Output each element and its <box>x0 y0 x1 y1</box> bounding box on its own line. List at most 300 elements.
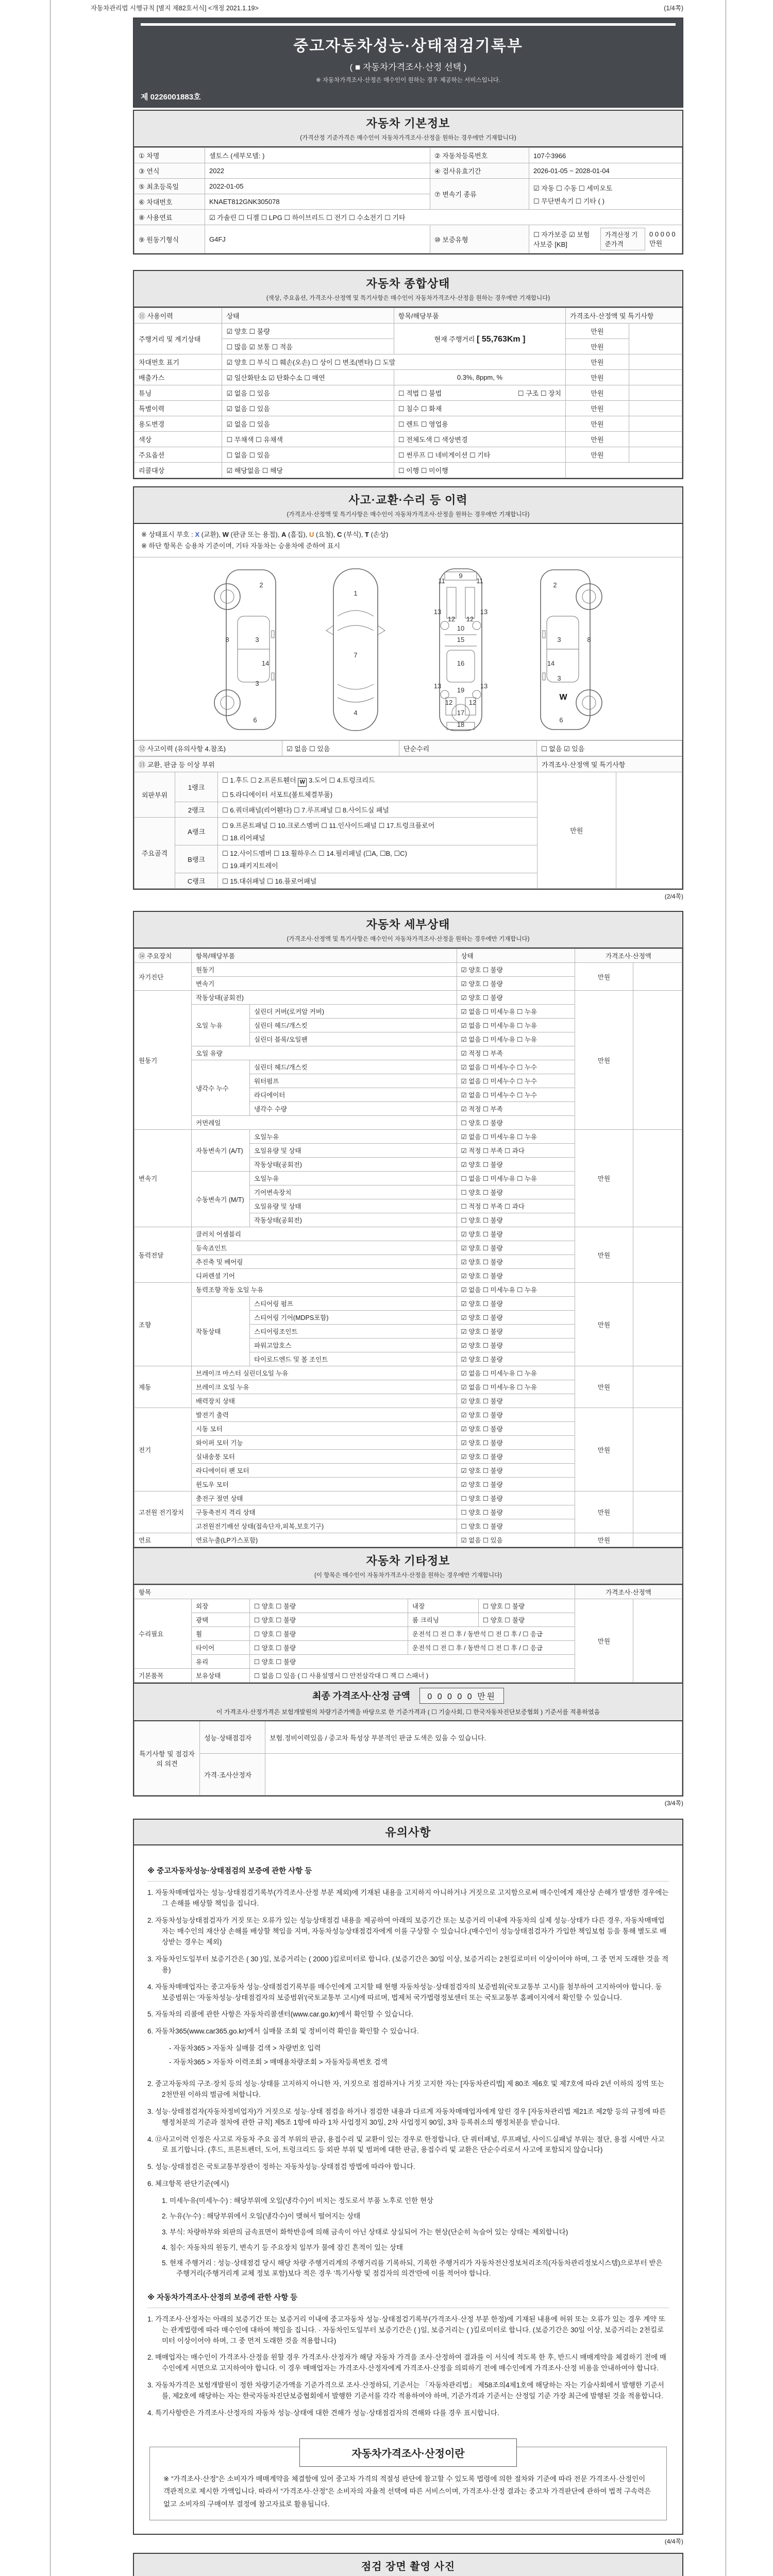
state-cell: ☐ 양호 ☐ 불량 <box>457 1505 575 1519</box>
legend-x-text: (교환), <box>199 531 223 538</box>
rank-label-cell: A랭크 <box>175 818 218 845</box>
mileage-value: [ 55,763Km ] <box>477 334 526 344</box>
svg-text:17: 17 <box>457 709 465 717</box>
state-cell: ☑ 양호 ☐ 불량 <box>457 1311 575 1325</box>
basic-info-note: (가격산정 기준가격은 매수인이 자동차가격조사·산정을 원하는 경우에만 기재합니다) <box>300 135 516 141</box>
transmission-options-line2: ☐ 무단변속기 ☐ 기타 ( ) <box>533 197 604 205</box>
state-cell: ☐ 양호 ☐ 불량 <box>250 1641 408 1655</box>
table-row <box>135 1227 682 1241</box>
state-cell: ☑ 없음 ☐ 미세누수 ☐ 누수 <box>457 1088 575 1102</box>
item-cell: 클러치 어셈블리 <box>192 1227 457 1241</box>
rank-label-cell: C랭크 <box>175 873 218 889</box>
label-cell: 용도변경 <box>135 416 222 432</box>
legend-t-text: (손상) <box>368 531 389 538</box>
rank-label-cell: 2랭크 <box>175 802 218 818</box>
price-cell: 만원 <box>575 1130 633 1227</box>
price-cell: 만원 <box>566 339 629 354</box>
accident-history-table <box>134 740 682 756</box>
rank-items-cell: ☐ 15.대쉬패널 ☐ 16.플로어패널 <box>218 873 537 889</box>
notice-subitem: 1. 미세누유(미세누수) : 해당부위에 오일(냉각수)이 비치는 정도로서 부품 노후로 인한 현상 <box>162 2197 433 2205</box>
note-cell <box>629 432 682 447</box>
label-cell: 색상 <box>135 432 222 447</box>
svg-text:7: 7 <box>354 651 358 659</box>
state-cell: ☑ 양호 ☐ 불량 <box>457 1325 575 1338</box>
label-cell: 튜닝 <box>135 385 222 401</box>
group-cell: 수리필요 <box>135 1599 192 1669</box>
svg-text:2: 2 <box>553 581 557 589</box>
item-cell: 작동상태(공회전) <box>250 1158 457 1172</box>
group-cell: 원동기 <box>135 991 192 1130</box>
notice-title: 유의사항 <box>385 1826 431 1839</box>
note-cell <box>633 1130 682 1227</box>
report-subtitle: ( ■ 자동차가격조사·산정 선택 ) <box>349 62 467 72</box>
table-row <box>135 1599 682 1613</box>
state-code-legend <box>134 524 682 557</box>
table-row <box>135 210 682 225</box>
state-cell: ☑ 양호 ☐ 불량 <box>457 991 575 1005</box>
notice-item: 2. 매매업자는 매수인이 가격조사·산정을 원할 경우 가격조사·산정자가 해당 자동차 가격을 조사·산정하여 결과를 이 서식에 적도록 한 후, 반드시 매매계약을 체결하기 전에 매수인에게 서면으로 고지하여야 합니다. 이 경우 매매업자는 가격조사·산정자에게 가격조사·산정을 의뢰하기 전에 매수인에게 가격조사·산정 비용을 안내하여야 합니다. <box>147 2353 667 2372</box>
item-cell: 룸 크리닝 <box>408 1613 479 1627</box>
item-cell: 오일유량 및 상태 <box>250 1199 457 1213</box>
table-row <box>135 1533 682 1547</box>
overall-title: 자동차 종합상태 <box>366 277 450 290</box>
item-cell: 작동상태(공회전) <box>250 1213 457 1227</box>
transmission-options-line1: ☑ 자동 ☐ 수동 ☐ 세미오토 <box>533 184 613 192</box>
subgroup-cell: 냉각수 누수 <box>192 1060 250 1116</box>
other-note: (이 항목은 매수인이 자동차가격조사·산정을 원하는 경우에만 기재합니다) <box>314 1572 502 1579</box>
notice-subitem: 4. 침수: 자동차의 원동기, 변속기 등 주요장치 일부가 물에 잠긴 흔적이 있는 상태 <box>162 2243 404 2251</box>
price-cell: 만원 <box>537 772 616 889</box>
state-cell: ☐ 없음 ☑ 있음 <box>537 741 682 756</box>
table-row <box>135 447 682 463</box>
item-cell: 스티어링 기어(MDPS포함) <box>250 1311 457 1325</box>
notice-subitem: 5. 현재 주행거리 : 성능·상태점검 당시 해당 차량 주행거리계의 주행거리를 기록하되, 기록한 주행거리가 자동차전산정보처리조직(자동차관리정보시스템)으로부터 받은 주행거리(주행거리계 교체 정보 포함)보다 적은 경우 '특기사항 및 점검자의 의견'란에 이를 적어야 합니다. <box>162 2259 663 2278</box>
note-cell <box>629 416 682 432</box>
item-cell: 실내송풍 모터 <box>192 1450 457 1464</box>
header-stripe <box>141 23 676 26</box>
column-header: ⑬ 교환, 판금 등 이상 부위 <box>135 757 537 772</box>
state-cell: ☐ 양호 ☐ 불량 <box>457 1519 575 1533</box>
item-cell: 실린더 블록/오일팬 <box>250 1032 457 1046</box>
state-cell: ☑ 없음 ☐ 미세누수 ☐ 누수 <box>457 1060 575 1074</box>
other-title: 자동차 기타정보 <box>366 1554 450 1568</box>
value-cell: 2022 <box>205 163 430 179</box>
table-row <box>135 370 682 385</box>
item-cell: 외장 <box>192 1599 250 1613</box>
rank-items-cell <box>218 845 537 873</box>
svg-text:3: 3 <box>255 680 259 688</box>
label-cell: 차대번호 표기 <box>135 354 222 370</box>
table-row <box>135 741 682 756</box>
table-row <box>135 385 682 401</box>
group-cell: 기본품목 <box>135 1669 192 1683</box>
note-cell <box>633 1366 682 1408</box>
group-cell: 변속기 <box>135 1130 192 1227</box>
notice-item: 4. ⑫사고이력 인정은 사고로 자동차 주요 골격 부위의 판금, 용접수리 및 교환이 있는 경우로 한정합니다. 단 쿼터패널, 루프패널, 사이드실패널 부위는 절단, 용접 시에만 사고로 표기합니다. (후드, 프론트펜더, 도어, 트렁크리드 등 외판 부위 및 범퍼에 대한 판금, 용접수리 및 교환은 단순수리로서 사고에 포함되지 않습니다) <box>147 2135 665 2154</box>
table-row <box>135 772 682 802</box>
column-header: 상태 <box>457 949 575 963</box>
price-cell: 만원 <box>575 1366 633 1408</box>
car-side-left-diagram <box>212 565 289 735</box>
state-cell: ☐ 양호 ☐ 불량 <box>250 1599 408 1613</box>
item-cell: ☐ 침수 ☐ 화재 <box>394 401 565 416</box>
table-header-row <box>135 757 682 772</box>
svg-text:8: 8 <box>587 636 591 644</box>
state-cell: ☐ 양호 ☐ 불량 <box>479 1599 575 1613</box>
state-cell: ☑ 양호 ☐ 불량 <box>457 1436 575 1450</box>
value-cell: KNAET812GNK305078 <box>205 194 430 210</box>
accident-title: 사고·교환·수리 등 이력 <box>348 494 468 506</box>
note-cell <box>633 1227 682 1283</box>
item-cell: 내장 <box>408 1599 479 1613</box>
table-row <box>135 354 682 370</box>
price-survey-info-body: ※ “가격조사·산정”은 소비자가 매매계약을 체결함에 있어 중고차 가격의 적절성 판단에 참고할 수 있도록 법령에 의한 절차와 기준에 따라 전문 가격조사·산정인이 객관적으로 제시한 가액입니다. 따라서 “가격조사·산정”은 소비자의 자율적 선택에 따른 서비스이며, 가격조사·산정 결과는 중고차 가격판단에 관하여 법적 구속력은 없고 소비자의 구매여부 결정에 참고자료로 활용됩니다. <box>163 2475 651 2508</box>
final-price-note: 이 가격조사·산정가격은 보험개발원의 차량기준가액을 바탕으로 한 기준가격과 ( ☐ 기술사회, ☐ 한국자동차진단보증협회 ) 기준서를 적용하였음 <box>216 1708 600 1716</box>
base-price-label: 가격산정 기준가격 <box>600 228 645 250</box>
group-cell: 전기 <box>135 1408 192 1492</box>
item-cell: 브레이크 마스터 실린더오일 누유 <box>192 1366 457 1380</box>
label-cell: 단순수리 <box>399 741 537 756</box>
notice-subheading: ※ 자동차가격조사·산정의 보증에 관한 사항 등 <box>147 2286 669 2308</box>
notice-item: 6. 체크항목 판단기준(예시) <box>147 2180 229 2188</box>
state-cell: ☑ 없음 ☐ 있음 <box>222 385 394 401</box>
legend-x: X <box>195 531 199 538</box>
form-reference: 자동차관리법 시행규칙 [별지 제82호서식] <개정 2021.1.19> <box>91 5 259 12</box>
note-cell <box>633 1408 682 1492</box>
price-cell: 만원 <box>566 432 629 447</box>
column-header: 가격조사·산정액 및 특기사항 <box>566 308 682 324</box>
value-cell: 셀토스 (세부모델: ) <box>205 148 430 163</box>
state-cell: ☐ 없음 ☐ 있음 <box>222 447 394 463</box>
state-cell: ☐ 양호 ☐ 불량 <box>250 1627 408 1641</box>
rank1-items-b: 3.도어 ☐ 4.트렁크리드 <box>307 776 375 785</box>
item-cell: 타이어 <box>192 1641 250 1655</box>
notice-item: 6. 자동차365(www.car365.go.kr)에서 실매물 조회 및 정비이력 확인을 확인할 수 있습니다. <box>147 2027 419 2036</box>
table-row <box>135 963 682 977</box>
state-cell: ☑ 양호 ☐ 부식 ☐ 훼손(오손) ☐ 상이 ☐ 변조(변타) ☐ 도말 <box>222 354 566 370</box>
column-header: 항목/해당부품 <box>394 308 565 324</box>
legend-u-text: (요철), <box>314 531 337 538</box>
legend-c: C <box>337 531 342 538</box>
price-cell: 만원 <box>575 1227 633 1283</box>
notice-item: 4. 특기사항란은 가격조사·산정자의 자동차 성능·상태에 대한 견해가 성능·상태점검자의 견해와 다를 경우 표시합니다. <box>147 2409 499 2417</box>
item-cell: ☐ 이행 ☐ 미이행 <box>394 463 565 478</box>
state-cell: ☑ 적정 ☐ 부족 <box>457 1046 575 1060</box>
state-cell: ☑ 양호 ☐ 불량 <box>457 1158 575 1172</box>
state-cell: ☑ 없음 ☐ 미세누유 ☐ 누유 <box>457 1032 575 1046</box>
state-cell: ☐ 양호 ☐ 불량 <box>457 1492 575 1505</box>
svg-text:10: 10 <box>457 624 465 633</box>
label-cell: ② 자동차등록번호 <box>430 148 529 163</box>
note-cell <box>629 447 682 463</box>
section-overall-status <box>133 270 683 479</box>
price-cell: 만원 <box>566 324 629 339</box>
label-cell: ⑨ 원동기형식 <box>135 225 205 253</box>
state-cell: ☑ 적정 ☐ 부족 ☐ 과다 <box>457 1144 575 1158</box>
label-cell: 주요옵션 <box>135 447 222 463</box>
svg-text:18: 18 <box>457 721 465 729</box>
notice-item: 3. 자동차인도일부터 보증기간은 ( 30 )일, 보증거리는 ( 2000 )킬로미터로 합니다. (보증기간은 30일 이상, 보증거리는 2천킬로미터 이상이어야 하며, 그 중 먼저 도래한 것을 적용) <box>147 1955 669 1974</box>
item-cell: 오일누유 <box>250 1130 457 1144</box>
basic-info-band <box>134 111 682 147</box>
svg-text:6: 6 <box>559 716 563 724</box>
photos-band <box>134 2554 682 2576</box>
state-cell: ☐ 많음 ☑ 보통 ☐ 적음 <box>222 339 394 354</box>
item-cell: 고전원전기배선 상태(접속단자,피복,보호기구) <box>192 1519 457 1533</box>
group-cell: 주요골격 <box>135 818 175 889</box>
svg-text:15: 15 <box>457 636 465 644</box>
price-survey-info-box <box>149 2447 667 2520</box>
column-header: ⑭ 주요장치 <box>135 949 192 963</box>
item-cell: 와이퍼 모터 기능 <box>192 1436 457 1450</box>
table-row <box>135 1366 682 1380</box>
value-cell: G4FJ <box>205 225 430 253</box>
item-cell: ☐ 전체도색 ☐ 색상변경 <box>394 432 565 447</box>
table-row <box>135 179 682 194</box>
item-cell: 변속기 <box>192 977 457 991</box>
final-price-band <box>134 1683 682 1720</box>
price-cell: 만원 <box>566 447 629 463</box>
item-cell: 실린더 헤드/개스킷 <box>250 1060 457 1074</box>
label-cell: ③ 연식 <box>135 163 205 179</box>
item-cell: 오일 유량 <box>192 1046 457 1060</box>
remarks-table <box>134 1720 682 1795</box>
checkbox-group-cell <box>529 179 682 210</box>
tuning-type-options: ☐ 구조 ☐ 장치 <box>517 389 562 397</box>
group-cell: 조향 <box>135 1283 192 1366</box>
rank-items-cell <box>218 772 537 802</box>
label-cell: ⑤ 최초등록일 <box>135 179 205 194</box>
basic-info-title: 자동차 기본정보 <box>366 117 450 130</box>
item-cell: 광택 <box>192 1613 250 1627</box>
table-row <box>135 401 682 416</box>
group-cell: 자기진단 <box>135 963 192 991</box>
legend-a: A <box>281 531 287 538</box>
value-cell: 2026-01-05 ~ 2028-01-04 <box>529 163 682 179</box>
item-cell: 실린더 헤드/개스킷 <box>250 1019 457 1032</box>
state-cell: ☐ 없음 ☐ 미세누유 ☐ 누유 <box>457 1172 575 1185</box>
state-cell: ☐ 없음 ☐ 있음 ( ☐ 사용설명서 ☐ 안전삼각대 ☐ 잭 ☐ 스패너 ) <box>250 1669 575 1683</box>
item-cell: 휠 <box>192 1627 250 1641</box>
label-cell: 가격·조사산정자 <box>200 1754 265 1795</box>
state-cell: ☑ 양호 ☐ 불량 <box>457 1478 575 1492</box>
state-cell: ☑ 양호 ☐ 불량 <box>457 1338 575 1352</box>
mileage-prefix: 현재 주행거리 <box>434 335 475 343</box>
price-cell: 만원 <box>575 1283 633 1366</box>
state-cell: ☑ 없음 ☐ 있음 <box>457 1533 575 1547</box>
notice-item: 3. 자동차가격은 보험개발원이 정한 차량기준가액을 기준가격으로 조사·산정하되, 기준서는 「자동차관리법」 제58조의4제1호에 해당하는 자는 기술사회에서 발행한 기준서를, 제2호에 해당하는 자는 한국자동차진단보증협회에서 발행한 기준서를 각각 적용하여야 하며, 기준가격과 기준서는 산정일 기준 가장 최근에 발행된 것을 적용합니다. <box>147 2381 664 2400</box>
group-cell: 고전원 전기장치 <box>135 1492 192 1533</box>
note-cell <box>633 991 682 1130</box>
notice-item: 1. 가격조사·산정자는 아래의 보증기간 또는 보증거리 이내에 중고자동차 성능·상태점검기록부(가격조사·산정 부분 한정)에 기재된 내용에 허위 또는 오류가 있는 경우 계약 또는 관계법령에 따라 매수인에 대하여 책임을 집니다. · 자동차인도일부터 보증기간은 ( )일, 보증거리는 ( )킬로미터로 합니다. (보증기간은 30일 이상, 보증거리는 2천킬로미터 이상이어야 하며, 그 중 먼저 도래한 것을 적용합니다) <box>147 2315 665 2345</box>
rankB-items-a: ☐ 12.사이드멤버 ☐ 13.휠하우스 ☐ 14.필러패널 (☐A, ☐B, ☐C) <box>222 850 407 858</box>
appraiser-opinion <box>265 1754 682 1795</box>
svg-text:W: W <box>559 693 567 702</box>
item-cell: 연료누출(LP가스포함) <box>192 1533 457 1547</box>
note-cell <box>629 401 682 416</box>
rank1-items-c: ☐ 5.라디에이터 서포트(볼트체결부품) <box>222 791 333 799</box>
panel-rank-table <box>134 756 682 889</box>
rank-label-cell: 1랭크 <box>175 772 218 802</box>
table-header-row <box>135 308 682 324</box>
svg-text:6: 6 <box>253 716 257 724</box>
rankA-items-a: ☐ 9.프론트패널 ☐ 10.크로스멤버 ☐ 11.인사이드패널 ☐ 17.트렁크플로어 <box>222 822 435 830</box>
table-row <box>135 1130 682 1144</box>
group-cell: 특기사항 및 점검자의 의견 <box>135 1721 200 1795</box>
subgroup-cell: 오일 누유 <box>192 1005 250 1046</box>
report-title: 중고자동차성능·상태점검기록부 <box>293 38 523 55</box>
report-header <box>133 18 683 108</box>
detail-cell: 운전석 ☐ 전 ☐ 후 / 동반석 ☐ 전 ☐ 후 / ☐ 응급 <box>408 1627 575 1641</box>
column-header: 항목 <box>135 1585 575 1599</box>
table-row <box>135 432 682 447</box>
group-cell: 동력전달 <box>135 1227 192 1283</box>
notice-subitem: - 자동차365 > 자동차 실매물 검색 > 차량번호 입력 <box>169 2044 321 2053</box>
subgroup-cell: 수동변속기 (M/T) <box>192 1172 250 1227</box>
table-row <box>135 324 682 339</box>
legend-c-text: (부식), <box>342 531 365 538</box>
item-cell: 유리 <box>192 1655 250 1669</box>
state-cell: ☑ 양호 ☐ 불량 <box>222 324 394 339</box>
price-cell: 만원 <box>575 963 633 991</box>
item-cell: 작동상태(공회전) <box>192 991 457 1005</box>
note-cell <box>566 463 682 478</box>
table-row <box>135 991 682 1005</box>
svg-text:12: 12 <box>445 699 453 707</box>
detail-status-table <box>134 948 682 1547</box>
column-header: 항목/해당부품 <box>192 949 457 963</box>
price-cell: 만원 <box>566 354 629 370</box>
svg-text:12: 12 <box>447 615 456 623</box>
car-side-right-diagram <box>527 565 604 735</box>
state-cell: ☑ 양호 ☐ 불량 <box>457 1269 575 1283</box>
state-cell: ☑ 없음 ☐ 미세누유 ☐ 누유 <box>457 1380 575 1394</box>
other-band <box>134 1547 682 1585</box>
notice-subitem: 2. 누유(누수) : 해당부위에서 오일(냉각수)이 맺혀서 떨어지는 상태 <box>162 2212 361 2221</box>
svg-text:11: 11 <box>438 577 445 585</box>
table-row <box>135 1283 682 1297</box>
rank-items-cell <box>218 818 537 845</box>
svg-text:3: 3 <box>557 674 561 683</box>
section-notice <box>133 1819 683 2535</box>
w-mark-checkbox: W <box>298 778 307 787</box>
state-cell: ☑ 없음 ☐ 있음 <box>282 741 399 756</box>
notice-item: 1. 자동차매매업자는 성능·상태점검기록부(가격조사·산정 부분 제외)에 기재된 내용을 고지하지 아니하거나 거짓으로 고지함으로써 매수인에게 재산상 손해가 발생한 경우에는 그 손해를 배상할 책임을 집니다. <box>147 1889 669 1908</box>
state-cell: ☐ 양호 ☐ 불량 <box>457 1213 575 1227</box>
label-cell: 특별이력 <box>135 401 222 416</box>
svg-text:13: 13 <box>480 682 488 690</box>
item-cell: 원동기 <box>192 963 457 977</box>
table-row <box>135 163 682 179</box>
item-cell: 디퍼렌셜 기어 <box>192 1269 457 1283</box>
detail-band <box>134 912 682 948</box>
label-cell: 주행거리 및 계기상태 <box>135 324 222 354</box>
note-cell <box>629 324 682 354</box>
other-info-table <box>134 1585 682 1683</box>
item-cell: 오일유량 및 상태 <box>250 1144 457 1158</box>
svg-text:12: 12 <box>468 699 477 707</box>
table-row <box>135 1408 682 1422</box>
svg-text:13: 13 <box>433 608 442 616</box>
price-cell: 만원 <box>575 1533 633 1547</box>
state-cell: ☑ 양호 ☐ 불량 <box>457 1450 575 1464</box>
page-indicator-2: (2/4쪽) <box>664 893 683 901</box>
item-cell: 추진축 및 베어링 <box>192 1255 457 1269</box>
item-cell: 시동 모터 <box>192 1422 457 1436</box>
table-row <box>135 416 682 432</box>
svg-text:14: 14 <box>261 659 270 668</box>
label-cell: ⑫ 사고이력 (유의사항 4.참조) <box>135 741 282 756</box>
note-cell <box>633 1533 682 1547</box>
basic-info-table <box>134 147 682 253</box>
state-cell: ☑ 양호 ☐ 불량 <box>457 1464 575 1478</box>
svg-text:3: 3 <box>255 636 259 644</box>
accident-band <box>134 487 682 524</box>
column-header: ⑪ 사용이력 <box>135 308 222 324</box>
group-cell: 외판부위 <box>135 772 175 818</box>
item-cell: 브레이크 오일 누유 <box>192 1380 457 1394</box>
state-cell: ☐ 양호 ☐ 불량 <box>457 1185 575 1199</box>
notice-subitem: - 자동차365 > 자동차 이력조회 > 매매용차량조회 > 자동차등록번호 검색 <box>169 2058 388 2066</box>
page-indicator-4: (4/4쪽) <box>664 2537 683 2545</box>
item-cell: 라디에이터 <box>250 1088 457 1102</box>
legend-u: U <box>309 531 314 538</box>
label-cell: ⑥ 차대번호 <box>135 194 205 210</box>
svg-text:2: 2 <box>259 581 263 589</box>
svg-text:4: 4 <box>354 709 358 717</box>
page-left-rule <box>50 0 51 2576</box>
final-price-label: 최종 가격조사·산정 금액 <box>312 1691 410 1702</box>
note-cell <box>633 963 682 991</box>
item-cell: 라디에이터 팬 모터 <box>192 1464 457 1478</box>
svg-text:3: 3 <box>557 636 561 644</box>
state-cell: ☑ 양호 ☐ 불량 <box>457 1422 575 1436</box>
label-cell: ① 차명 <box>135 148 205 163</box>
note-cell <box>629 370 682 385</box>
legend-prefix: ※ 상태표시 부호 : <box>141 531 195 538</box>
table-header-row <box>135 949 682 963</box>
svg-text:14: 14 <box>547 659 555 668</box>
label-cell: 리콜대상 <box>135 463 222 478</box>
notice-item: 5. 성능·상태점검은 국토교통부장관이 정하는 자동차성능·상태점검 방법에 따라야 합니다. <box>147 2163 415 2171</box>
subgroup-cell: 작동상태 <box>192 1297 250 1366</box>
value-cell: 2022-01-05 <box>205 179 430 194</box>
price-cell: 만원 <box>566 385 629 401</box>
notice-item: 3. 성능·상태점검자(자동차정비업자)가 거짓으로 성능·상태 점검을 하거나 점검한 내용과 다르게 자동차매매업자에게 알린 경우 [자동차관리법 제21조 제2항 등의 규정에 따른 행정처분의 기준과 절차에 관한 규칙] 제5조 1항에 따라 1차 사업정지 30일, 2차 사업정지 90일, 3차 등록취소의 행정처분을 받습니다. <box>147 2107 666 2126</box>
price-cell: 만원 <box>575 1599 633 1683</box>
state-cell: ☑ 없음 ☐ 미세누수 ☐ 누수 <box>457 1074 575 1088</box>
state-cell: ☑ 없음 ☐ 미세누유 ☐ 누유 <box>457 1005 575 1019</box>
item-cell: 보유상태 <box>192 1669 250 1683</box>
tuning-legal-options: ☐ 적법 ☐ 불법 <box>398 389 442 397</box>
form-meta-line <box>91 3 683 12</box>
state-cell: ☑ 없음 ☐ 미세누유 ☐ 누유 <box>457 1366 575 1380</box>
note-cell <box>629 385 682 401</box>
item-cell: 냉각수 수량 <box>250 1102 457 1116</box>
checkbox-group-cell: ☑ 가솔린 ☐ 디젤 ☐ LPG ☐ 하이브리드 ☐ 전기 ☐ 수소전기 ☐ 기타 <box>205 210 682 225</box>
item-cell: 실린더 커버(로커암 커버) <box>250 1005 457 1019</box>
overall-band <box>134 271 682 308</box>
item-cell: 기어변속장치 <box>250 1185 457 1199</box>
table-row <box>135 1721 682 1754</box>
warranty-options: ☐ 자가보증 ☑ 보험사보증 [KB] <box>533 231 590 248</box>
column-header: 가격조사·산정액 및 특기사항 <box>537 757 682 772</box>
item-cell: 등속죠인트 <box>192 1241 457 1255</box>
price-survey-info-title: 자동차가격조사·산정이란 <box>299 2438 517 2467</box>
accident-note: (가격조사·산정액 및 특기사항은 매수인이 자동차가격조사·산정을 원하는 경우에만 기재합니다) <box>287 512 530 518</box>
item-cell <box>394 385 565 401</box>
section-detail-status <box>133 911 683 1797</box>
